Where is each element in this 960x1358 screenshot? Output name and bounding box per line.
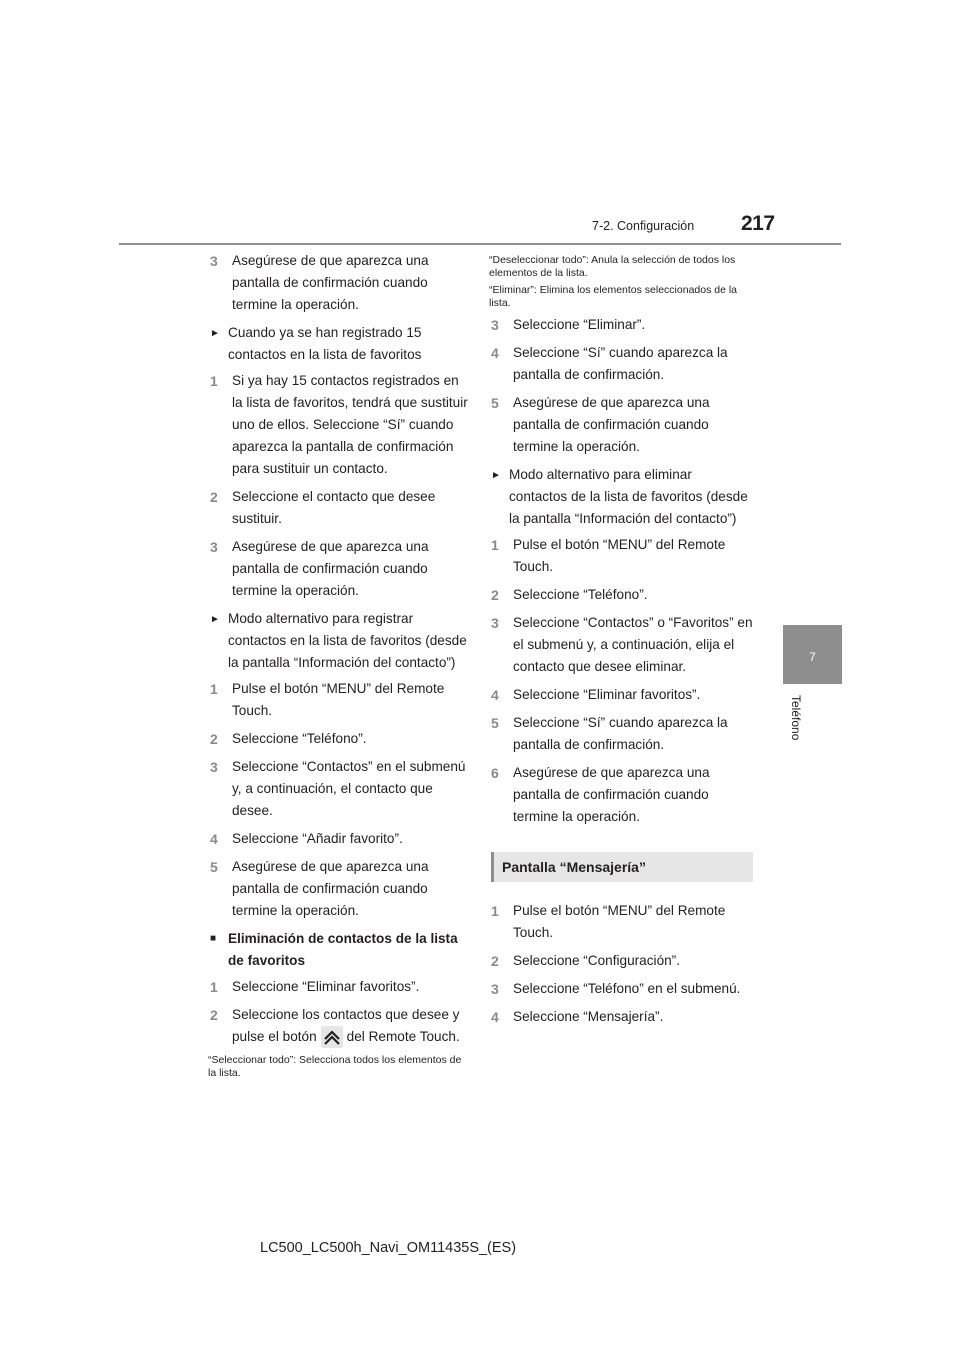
step: 5 Asegúrese de que aparezca una pantalla de confirmación cuando termine la operación.	[491, 395, 710, 454]
step: 1 Seleccione “Eliminar favoritos”.	[210, 979, 420, 995]
page-number: 217	[741, 212, 775, 235]
triangle-icon: ►	[210, 614, 220, 625]
step: 3 Asegúrese de que aparezca una pantalla de confirmación cuando termine la operación.	[210, 539, 429, 598]
step: 1 Pulse el botón “MENU” del Remote Touch.	[491, 903, 726, 940]
step: 1 Si ya hay 15 contactos registrados en la lista de favoritos, tendrá que sustituir uno de ellos. Seleccione “Sí” cuando aparezca la pantalla de confirmación para sustituir un contacto.	[210, 373, 468, 476]
triangle-icon: ►	[491, 470, 501, 481]
subheading: ► Modo alternativo para eliminar contactos de la lista de favoritos (desde la pantalla “Información del contacto”)	[491, 464, 753, 530]
step: 4 Seleccione “Sí” cuando aparezca la pantalla de confirmación.	[491, 345, 728, 382]
square-icon: ■	[210, 933, 217, 944]
step: 1 Pulse el botón “MENU” del Remote Touch.	[210, 681, 445, 718]
right-column	[491, 250, 753, 1034]
step: 3 Asegúrese de que aparezca una pantalla de confirmación cuando termine la operación.	[210, 253, 429, 312]
subheading: ► Cuando ya se han registrado 15 contactos en la lista de favoritos	[210, 322, 472, 366]
step: 4 Seleccione “Mensajería”.	[491, 1009, 664, 1025]
section-title: 7-2. Configuración	[592, 219, 695, 233]
section-heading: ■ Eliminación de contactos de la lista de favoritos	[210, 928, 472, 972]
section-banner: Pantalla “Mensajería”	[491, 852, 753, 882]
step: 4 Seleccione “Añadir favorito”.	[210, 831, 403, 847]
header-rule	[119, 243, 841, 245]
triangle-icon: ►	[210, 328, 220, 339]
chapter-tab	[783, 625, 842, 684]
subheading: ► Modo alternativo para registrar contactos en la lista de favoritos (desde la pantalla “Información del contacto”)	[210, 608, 472, 674]
step: 2 Seleccione el contacto que desee sustituir.	[210, 489, 436, 526]
note: “Deseleccionar todo”: Anula la selección de todos los elementos de la lista.	[489, 254, 736, 279]
step: 6 Asegúrese de que aparezca una pantalla de confirmación cuando termine la operación.	[491, 765, 710, 824]
step: 3 Seleccione “Eliminar”.	[491, 317, 646, 333]
step: 5 Asegúrese de que aparezca una pantalla de confirmación cuando termine la operación.	[210, 859, 429, 918]
note: “Seleccionar todo”: Selecciona todos los elementos de la lista.	[208, 1054, 462, 1080]
step: 2 Seleccione los contactos que desee y pulse el botón del Remote Touch.	[210, 1004, 472, 1048]
step: 2 Seleccione “Teléfono”.	[491, 587, 648, 603]
step: 3 Seleccione “Contactos” en el submenú y, a continuación, el contacto que desee.	[210, 759, 466, 818]
chapter-number: 7	[809, 650, 816, 664]
footer: LC500_LC500h_Navi_OM11435S_(ES)	[260, 1240, 517, 1256]
step: 3 Seleccione “Teléfono” en el submenú.	[491, 981, 741, 997]
left-column	[210, 250, 472, 1084]
step: 2 Seleccione “Teléfono”.	[210, 731, 367, 747]
double-chevron-up-icon	[321, 1026, 343, 1048]
side-label: Teléfono	[789, 695, 803, 741]
step: 1 Pulse el botón “MENU” del Remote Touch.	[491, 537, 726, 574]
step: 4 Seleccione “Eliminar favoritos”.	[491, 687, 701, 703]
step: 3 Seleccione “Contactos” o “Favoritos” en el submenú y, a continuación, elija el contacto que desee eliminar.	[491, 615, 753, 674]
step: 5 Seleccione “Sí” cuando aparezca la pantalla de confirmación.	[491, 715, 728, 752]
step: 2 Seleccione “Configuración”.	[491, 953, 680, 969]
note: “Eliminar”: Elimina los elementos seleccionados de la lista.	[489, 284, 738, 309]
